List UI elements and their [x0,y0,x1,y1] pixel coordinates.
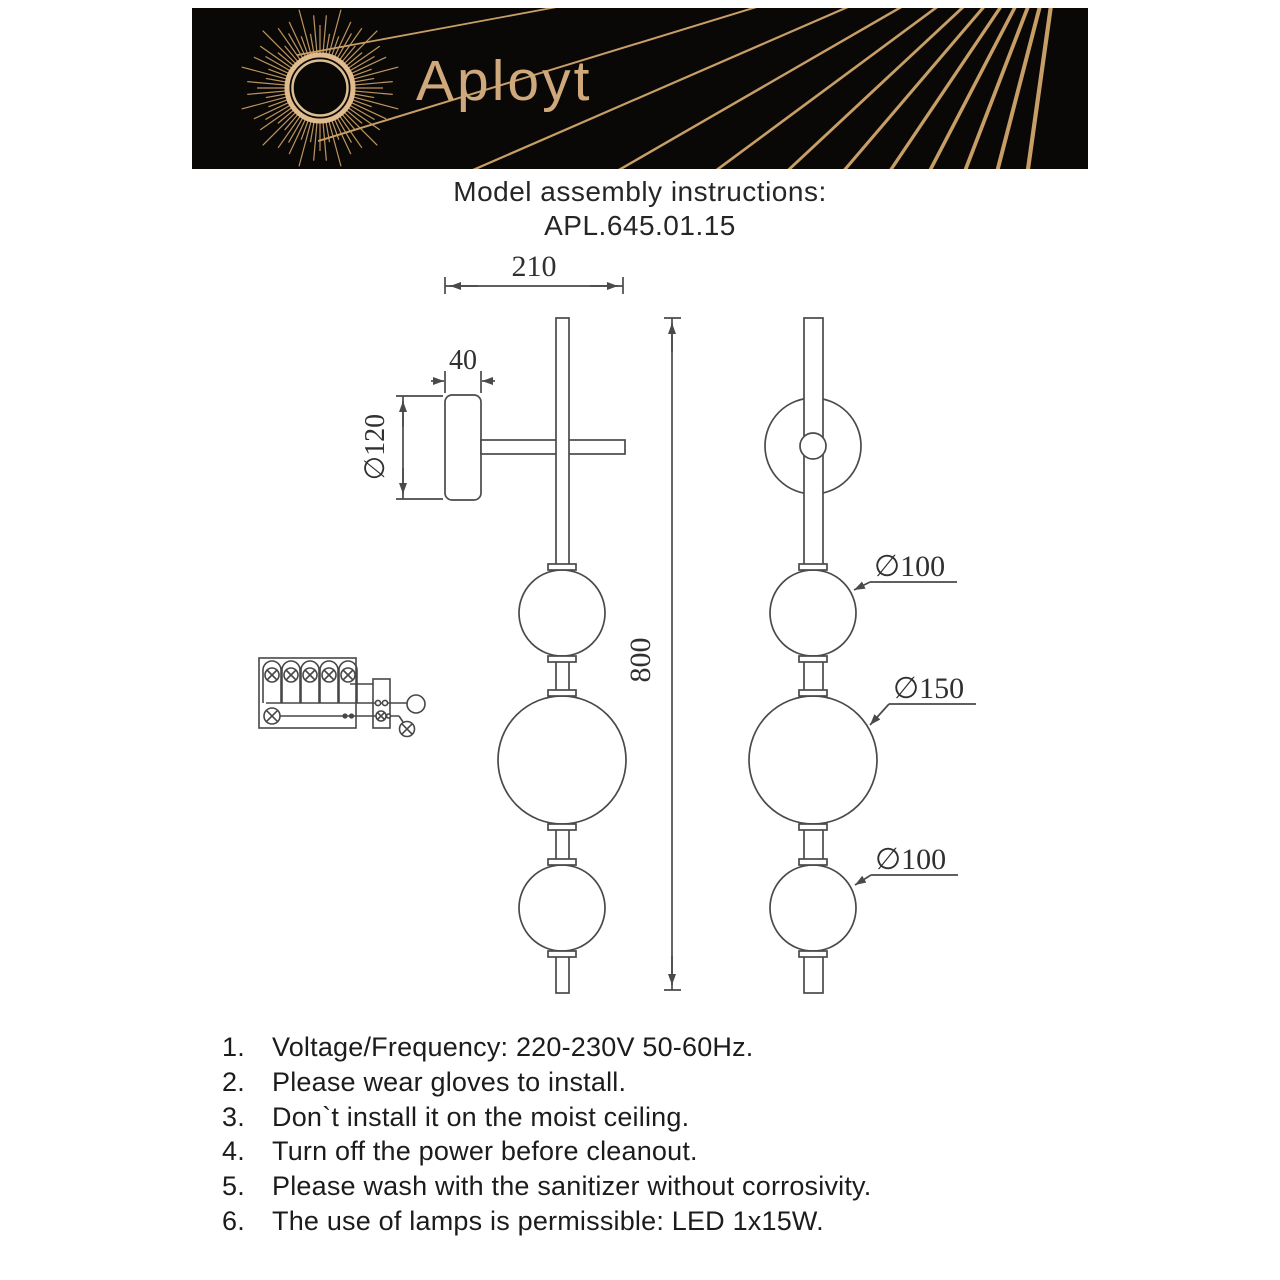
sphere-middle-side [498,696,626,824]
item-number: 6. [222,1205,245,1236]
label-sphere-middle-diameter: ∅150 [893,672,965,705]
item-text: The use of lamps is permissible: LED 1x15W. [272,1205,824,1236]
side-view-drawing [396,277,681,993]
item-text: Please wear gloves to install. [272,1066,627,1097]
list-item [222,1204,871,1239]
title-line1: Model assembly instructions: [453,176,827,207]
list-item [222,1030,871,1065]
hub-front [800,433,826,459]
technical-drawing [190,248,1030,1048]
sphere-top-front [770,570,856,656]
mount-arm-side [481,440,625,454]
wiring-diagram [259,658,425,737]
item-text: Voltage/Frequency: 220-230V 50-60Hz. [272,1032,754,1062]
list-item [222,1134,871,1169]
brand-banner [192,8,1088,169]
brand-logo-text: Aployt [416,49,593,113]
item-number: 4. [222,1136,245,1167]
wall-plate-side [445,395,481,500]
banner-graphics [192,8,1088,169]
label-sphere-bottom-diameter: ∅100 [875,843,947,876]
item-text: Please wash with the sanitizer without corrosivity. [272,1171,872,1202]
sphere-bottom-side [519,865,605,951]
label-width: 210 [511,250,557,283]
sphere-bottom-front [770,865,856,951]
item-number: 3. [222,1101,245,1132]
front-view-drawing [749,318,877,993]
lamp-symbol [400,722,415,737]
item-text: Turn off the power before cleanout. [272,1136,698,1167]
instructions-list [222,1030,871,1239]
model-number: APL.645.01.15 [544,210,736,241]
sphere-diameter-labels [854,550,976,885]
label-plate-diameter: ∅120 [360,413,391,481]
sunburst-inner-ring [293,61,348,116]
list-item [222,1169,871,1204]
sphere-top-side [519,570,605,656]
item-number: 1. [222,1032,245,1062]
sunburst-logo-icon [242,10,398,166]
label-plate-depth: 40 [449,345,477,376]
item-text: Don`t install it on the moist ceiling. [272,1101,690,1132]
document-title [0,175,1280,243]
label-height: 800 [624,637,657,683]
lamp-symbol [376,711,386,721]
sunburst-ring [287,55,353,121]
switch-symbol [407,695,425,713]
corner-rays-decoration [286,8,1056,169]
item-number: 2. [222,1066,245,1097]
label-sphere-top-diameter: ∅100 [874,550,946,583]
list-item [222,1065,871,1100]
lamp-symbol [264,708,280,724]
item-number: 5. [222,1171,245,1202]
sphere-middle-front [749,696,877,824]
list-item [222,1100,871,1135]
